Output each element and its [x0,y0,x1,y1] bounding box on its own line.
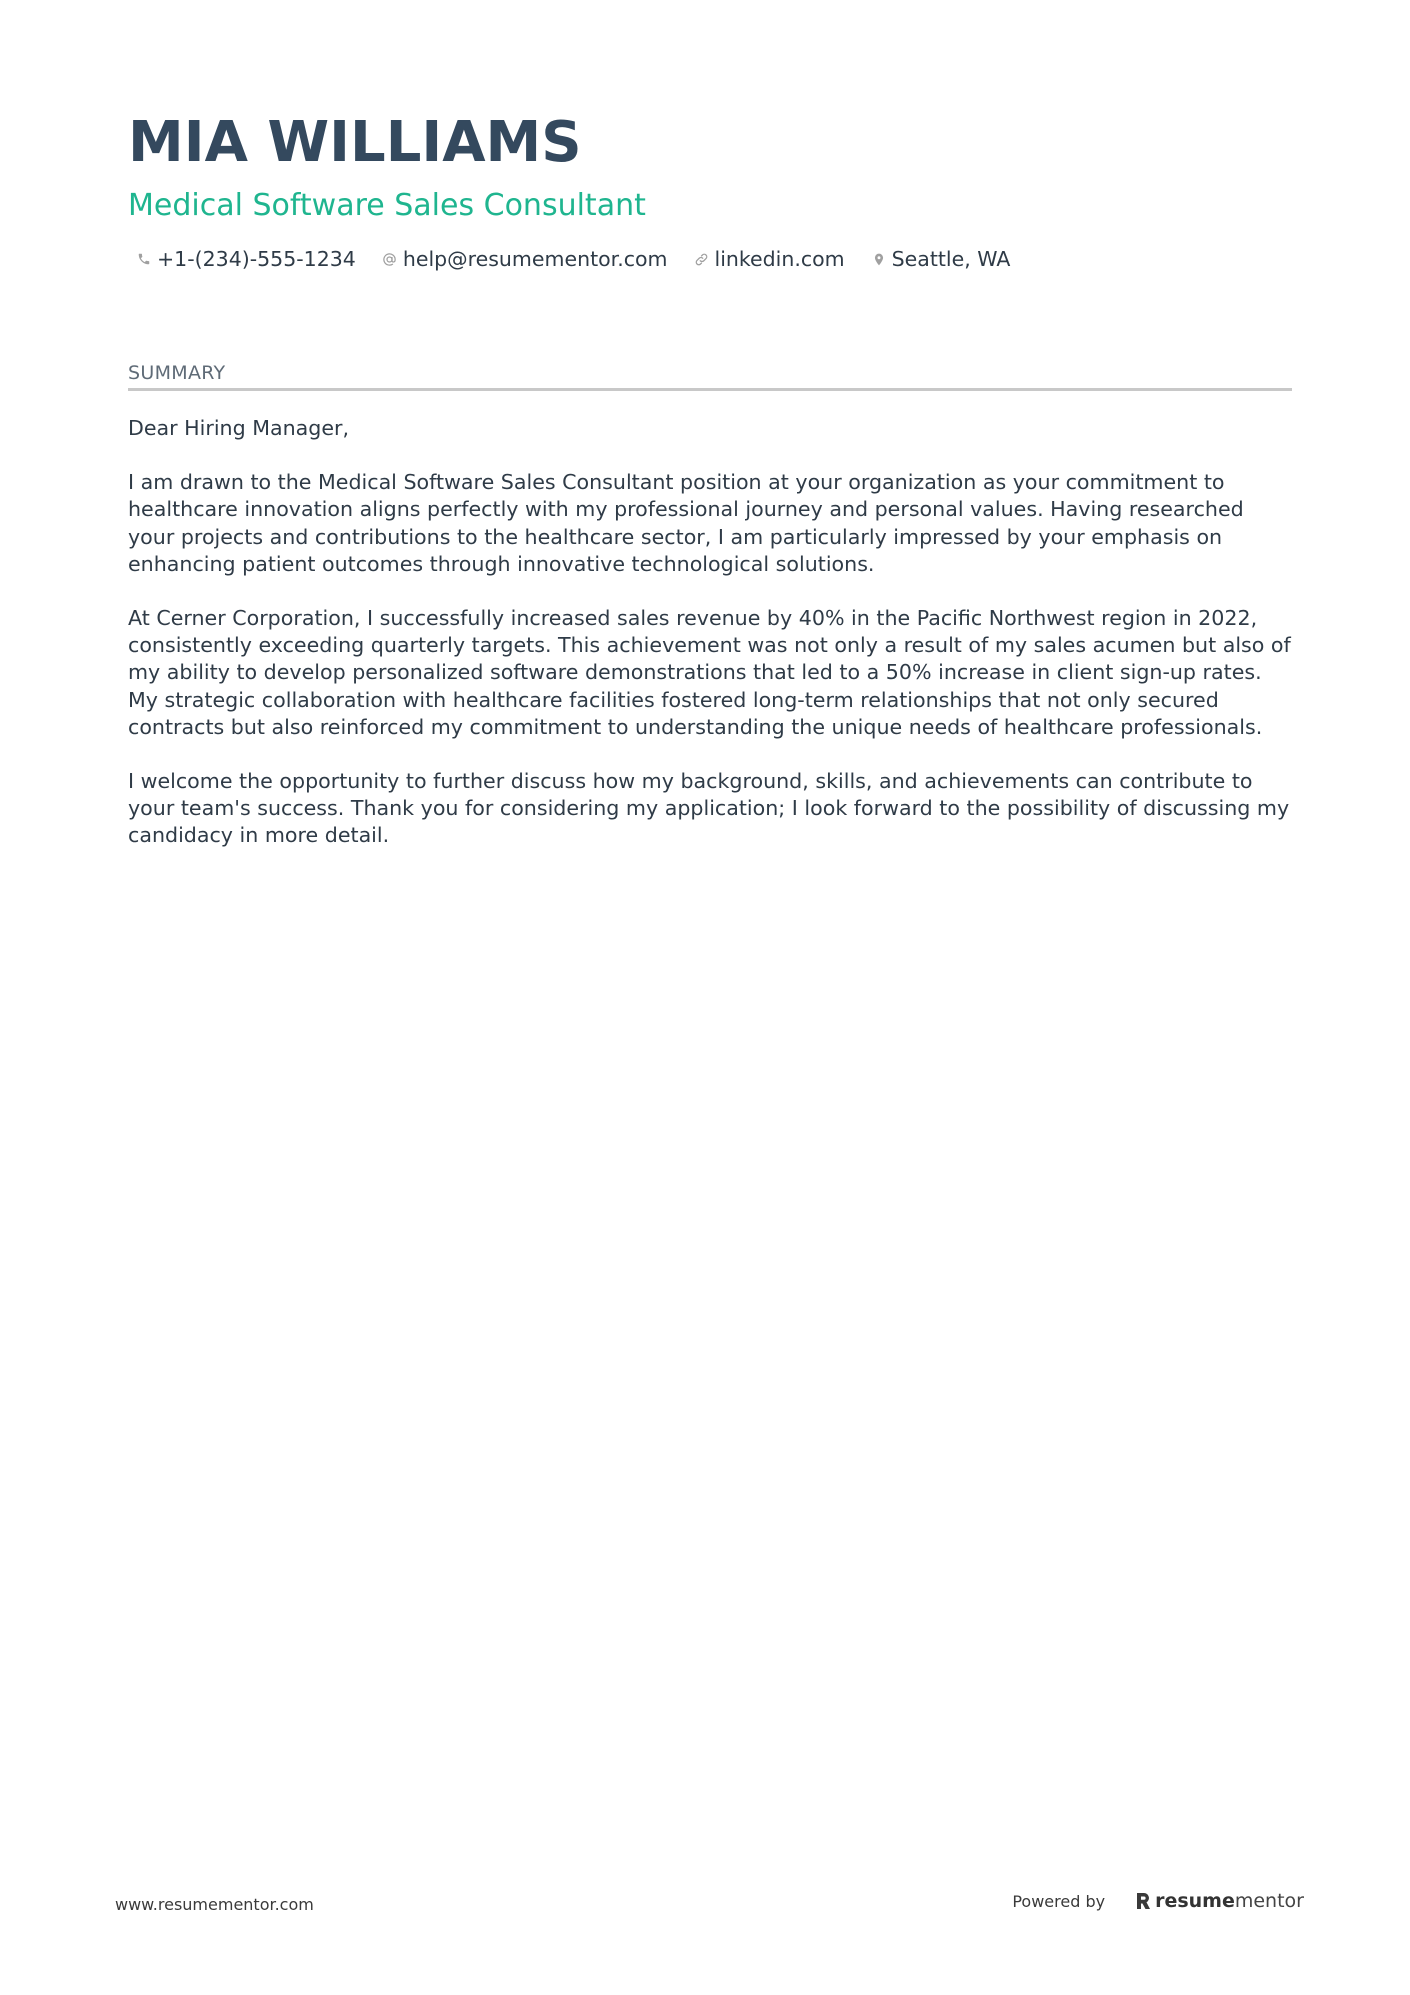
link-icon [694,251,710,267]
letter-greeting: Dear Hiring Manager, [128,416,350,440]
job-title: Medical Software Sales Consultant [128,188,646,223]
letter-paragraph: I am drawn to the Medical Software Sales Consultant position at your organization as your commitment to healthcare innovation aligns perfectly with my professional journey and personal values. Having researched your projects and contributions to the healthcare sector, I am particularly impressed by your emphasis on enhancing patient outcomes through innovative technological solutions. [128,470,1244,576]
at-icon [382,251,398,267]
letter-paragraph: At Cerner Corporation, I successfully increased sales revenue by 40% in the Pacific Northwest region in 2022, consistently exceeding quarterly targets. This achievement was not only a result of my sales acumen but also of my ability to develop personalized software demonstrations that led to a 50% increase in client sign-up rates. My strategic collaboration with healthcare facilities fostered long-term relationships that not only secured contracts but also reinforced my commitment to understanding the unique needs of healthcare professionals. [128,606,1291,739]
contact-phone-text: +1-(234)-555-1234 [157,247,356,271]
candidate-name: MIA WILLIAMS [128,110,582,175]
brand-name-part2: mentor [1234,1890,1304,1912]
brand-logo[interactable] [1135,1890,1304,1912]
location-pin-icon [871,251,887,267]
phone-icon [136,251,152,267]
footer-website-link[interactable]: www.resumementor.com [115,1895,314,1914]
contact-linkedin[interactable] [694,244,845,274]
contact-phone [136,244,356,274]
contact-bar [128,244,1292,274]
brand-name-part1: resume [1155,1890,1235,1912]
contact-email-text[interactable]: help@resumementor.com [402,247,668,271]
header [128,108,1292,274]
footer-branding [1012,1890,1304,1912]
resumementor-logo-icon [1135,1891,1151,1911]
section-heading: SUMMARY [128,360,1292,391]
contact-email[interactable] [382,244,668,274]
contact-location-text: Seattle, WA [891,247,1011,271]
powered-by-label: Powered by [1012,1891,1106,1911]
letter-paragraph: I welcome the opportunity to further discuss how my background, skills, and achievements can contribute to your team's success. Thank you for considering my application; I look forward to the possibility of discussing my candidacy in more detail. [128,769,1290,848]
contact-location [871,244,1011,274]
contact-linkedin-text[interactable]: linkedin.com [714,247,845,271]
summary-section [128,360,1292,877]
cover-letter-body [128,415,1292,850]
